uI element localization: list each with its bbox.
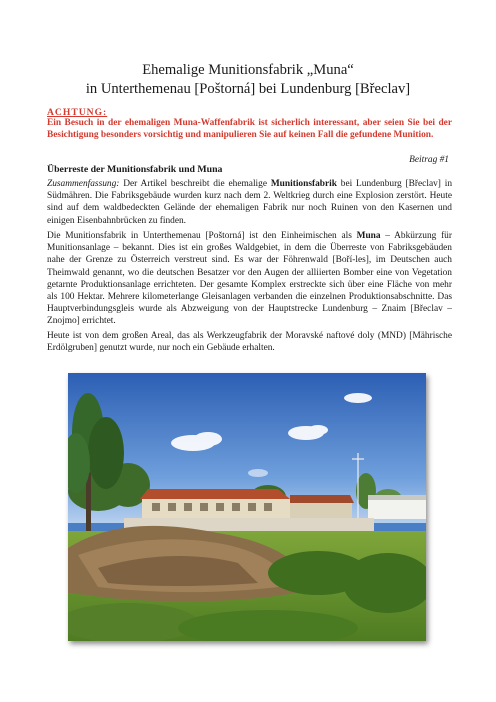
factory-photo-illustration [68, 373, 426, 641]
paragraph-2-bold: Muna [356, 231, 381, 241]
warning-text: Ein Besuch in der ehemaligen Muna-Waffenfabrik ist sicherlich interessant, aber seien Sie bei der Besichtigung besonders vorsichtig und manipulieren Sie auf keinen Fall die gefundene Munition. [47, 118, 452, 141]
title-line-2: in Unterthemenau [Poštorná] bei Lundenburg [Břeclav] [85, 80, 411, 97]
page-title [40, 61, 456, 98]
white-building [368, 495, 426, 519]
section-title: Überreste der Munitionsfabrik und Muna [47, 164, 223, 175]
summary-text-after: bei Lundenburg [Břeclav] in Südmähren. Die Fabriksgebäude wurden kurz nach dem 2. Weltkrieg durch eine Explosion zerstört. Heute sind auf dem waldbedeckten Gelände der ehemaligen Fabrik nur noch Ruinen von den Kasernen und einigen Eisenbahnbrücken zu finden. [47, 179, 453, 226]
summary-label: Zusammenfassung: [47, 179, 120, 189]
summary-bold: Munitionsfabrik [270, 179, 337, 189]
warning-heading: ACHTUNG: [47, 107, 108, 118]
summary-text-before: Der Artikel beschreibt die ehemalige [119, 179, 271, 189]
factory-photo [68, 373, 426, 641]
post-tag: Beitrag #1 [409, 155, 449, 165]
paragraph-2-before: Die Munitionsfabrik in Unterthemenau [Poštorná] ist den Einheimischen als [47, 231, 357, 241]
body-paragraph-3: Heute ist von dem großen Areal, das als Werkzeugfabrik der Moravské naftové doly (MND) [Mährische Erdölgruben] genutzt wurde, nur noch ein Gebäude erhalten. [47, 331, 452, 354]
paragraph-2-after: – Abkürzung für Munitionsanlage – bekannt. Dies ist ein großes Waldgebiet, in dem die Überreste von Fabriksgebäuden nahe der Grenze zu Österreich verstreut sind. Es war der Föhrenwald [Boří-les], im Deutschen auch Theimwald genannt, wo die deutschen Besatzer vor den Augen der alliierten Bomber eine von Vegetation getarnte Produktionsanlage errichteten. Der gesamte Komplex erstreckte sich über eine Fläche von mehr als 100 Hektar. Mehrere kilometerlange Gleisanlagen verbanden die einzelnen Produktionsabschnitte. Das Hauptverbindungsgleis wurde als Abzweigung von der Hauptstrecke Lundenburg – Znaim [Břeclav – Znojmo] errichtet. [47, 231, 452, 327]
summary-paragraph [47, 178, 452, 227]
body-paragraph-2 [47, 230, 452, 328]
title-line-1: Ehemalige Munitionsfabrik „Muna“ [142, 62, 354, 78]
